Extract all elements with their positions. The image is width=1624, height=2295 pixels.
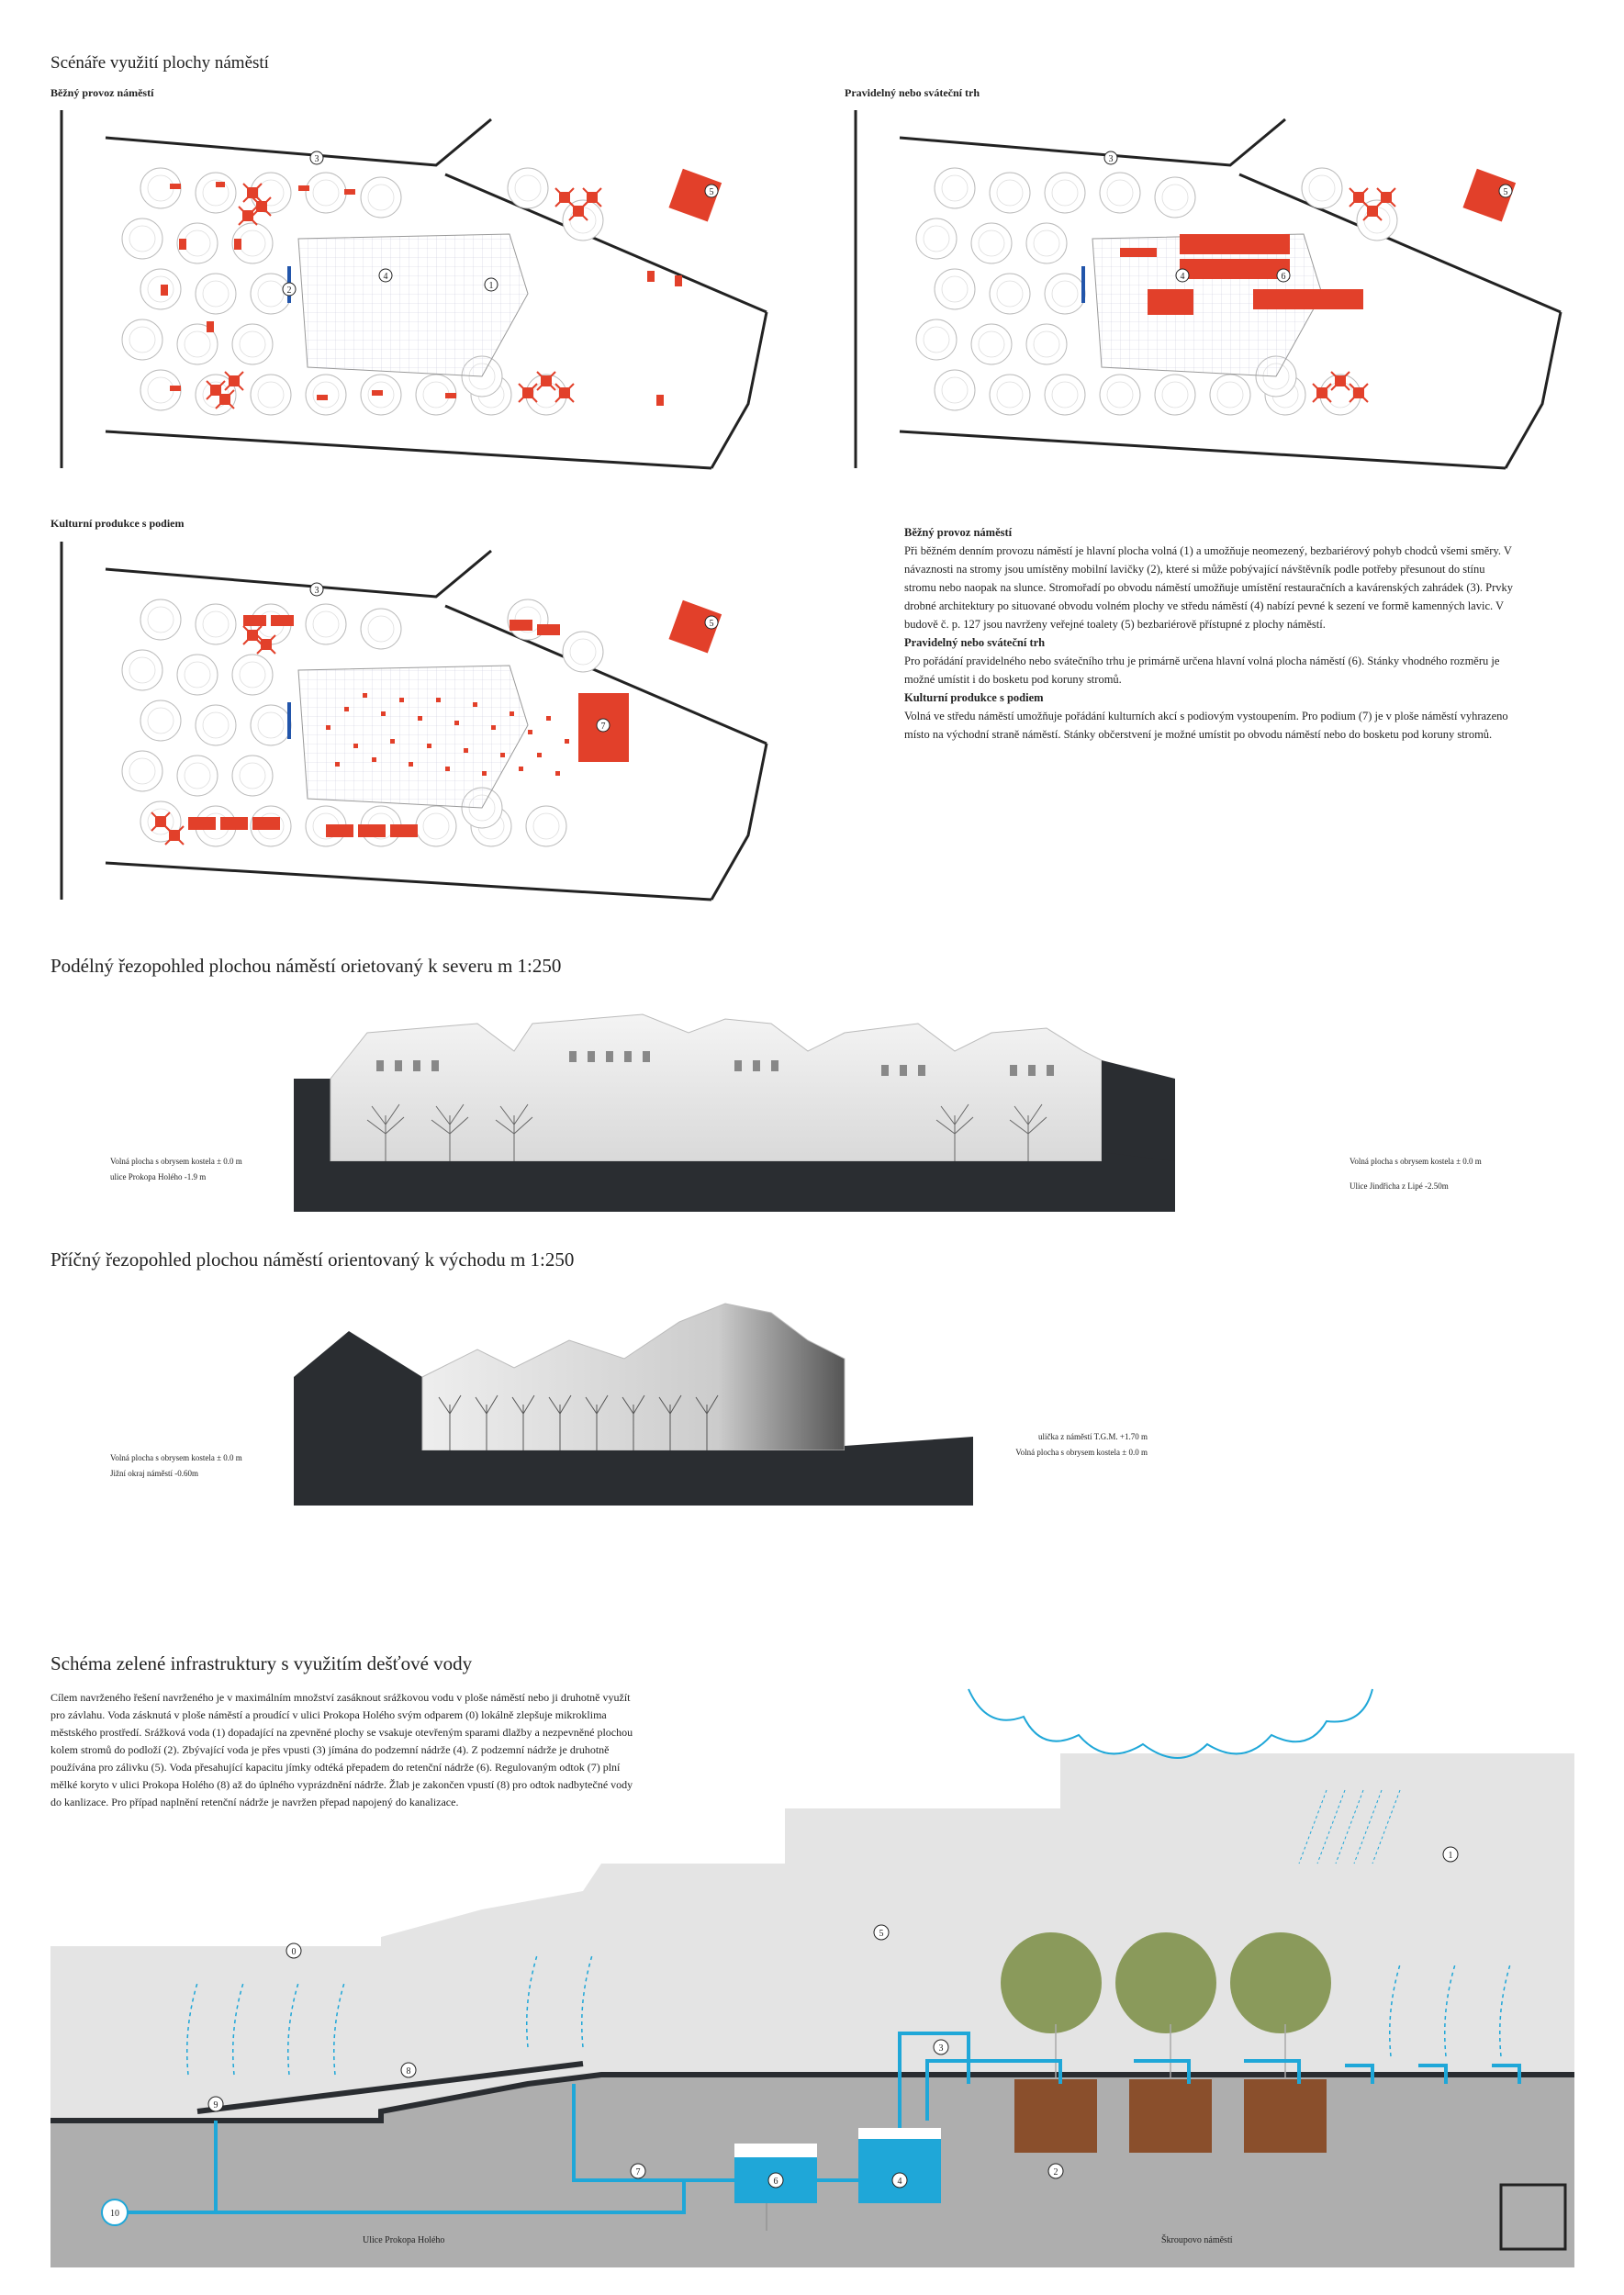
scenarios-description: [904, 523, 1515, 744]
marker-3: 3: [314, 586, 319, 596]
long-right-label-1: Volná plocha s obrysem kostela ± 0.0 m: [1350, 1157, 1482, 1166]
longitudinal-section-title: Podélný řezopohled plochou náměstí orietovaný k severu m 1:250: [50, 955, 562, 977]
marker-6: 6: [1281, 272, 1286, 282]
plan-culture: [50, 532, 785, 909]
plan-label-normal: Běžný provoz náměstí: [50, 86, 154, 99]
water-number-10: 10: [110, 2209, 119, 2219]
soil-pit: [1014, 2079, 1097, 2153]
marker-4: 4: [383, 272, 388, 282]
water-number-9: 9: [213, 2100, 218, 2110]
desc-text-market: Pro pořádání pravidelného nebo svátečního trhu je primárně určena hlavní volná plocha náměstí (6). Stánky vhodného rozměru je možné umístit i do bosketu pod koruny stromů.: [904, 655, 1500, 686]
water-text: Cílem navrženého řešení navrženého je v maximálním množství zasáknout srážkovou vodu v ploše náměstí nebo ji druhotně využít pro závlahu. Voda zásknutá v ploše náměstí a proudící v ulici Prokopa Holého svým odparem (0) lokálně zlepšuje mikroklima městského prostředí. Srážková voda (1) dopadající na zpevněné plochy se vsakuje otevřeným sparami dlažby a nezpevněné plochou kolem stromů do podloží (2). Zbývající voda je přes vpusti (3) jímána do podzemní nádrže (4). Z podzemní nádrže je druhotně používána pro zálivku (5). Voda přesahující kapacitu jímky odtéká přepadem do retenční nádrže (6). Regulovaným odtok (7) plní mělké koryto v ulici Prokopa Holého (8) až do úplného vyprázdnění nádrže. Žlab je zakončen vpustí (8) pro odtok nadbytečné vody do kanlizace. Pro případ naplnění retenční nádrže je navržen přepad napojený do kanalizace.: [50, 1691, 633, 1808]
marker-4: 4: [1180, 272, 1185, 282]
water-number-3: 3: [938, 2043, 944, 2054]
long-right-label-2: Ulice Jindřicha z Lipé -2.50m: [1350, 1181, 1449, 1191]
marker-5: 5: [709, 187, 714, 197]
marker-2: 2: [286, 285, 292, 296]
water-number-5: 5: [879, 1929, 884, 1939]
water-number-2: 2: [1053, 2167, 1058, 2177]
desc-text-normal: Při běžném denním provozu náměstí je hlavní plocha volná (1) a umožňuje neomezený, bezbariérový pohyb chodců všemi směry. V návaznosti na stromy jsou umístěny mobilní lavičky (2), které si může pobývající návštěvník podle potřeby přesunout do stínu stromu nebo naopak na slunce. Stromořadí po obvodu náměstí umožňuje umístění restauračních a kavárenských zahrádek (3). Prvky drobné architektury po situované obvodu volném plochy ve středu náměstí (4) nabízí pevné k sezení ve formě kamenných lavic. V budově č. p. 127 jsou navrženy veřejné toalety (5) bezbariérově přístupné z plochy náměstí.: [904, 544, 1514, 631]
square-label: Škroupovo náměstí: [1161, 2235, 1233, 2245]
tree-canopies: [1001, 1932, 1331, 2033]
water-number-1: 1: [1448, 1851, 1453, 1861]
plan-normal: [50, 101, 785, 477]
trans-left-label-2: Jižní okraj náměstí -0.60m: [110, 1469, 198, 1478]
main-square-paving: [298, 234, 528, 376]
desc-heading-normal: Běžný provoz náměstí: [904, 526, 1013, 539]
water-number-0: 0: [291, 1947, 297, 1957]
plan-label-market: Pravidelný nebo sváteční trh: [845, 86, 980, 99]
soil-pit: [1244, 2079, 1327, 2153]
main-square-paving: [298, 666, 528, 808]
underground-tank: [858, 2139, 941, 2203]
soil-pit: [1129, 2079, 1212, 2153]
scenarios-title: Scénáře využití plochy náměstí: [50, 53, 269, 73]
water-number-6: 6: [773, 2177, 778, 2187]
trans-right-label-2: Volná plocha s obrysem kostela ± 0.0 m: [1015, 1448, 1148, 1457]
marker-5: 5: [1503, 187, 1508, 197]
marker-7: 7: [600, 722, 606, 732]
trans-right-label-1: ulička z náměstí T.G.M. +1.70 m: [1038, 1432, 1148, 1441]
desc-heading-culture: Kulturní produkce s podiem: [904, 691, 1044, 704]
desc-text-culture: Volná ve středu náměstí umožňuje pořádání kulturních akcí s podiovým vystoupením. Pro podium (7) je v ploše náměstí vyhrazeno místo na východní straně náměstí. Stánky občerstvení je možné umístit po obvodu náměstí nebo do bosketu pod koruny stromů.: [904, 710, 1508, 741]
cloud-icon: [969, 1689, 1372, 1758]
bench-bar: [1081, 266, 1085, 303]
water-number-4: 4: [897, 2177, 902, 2187]
transverse-section-title: Příčný řezopohled plochou náměstí orientovaný k východu m 1:250: [50, 1248, 575, 1271]
street-label: Ulice Prokopa Holého: [363, 2235, 445, 2245]
water-number-7: 7: [635, 2167, 641, 2177]
water-diagram: [50, 1680, 1574, 2267]
trans-left-label-1: Volná plocha s obrysem kostela ± 0.0 m: [110, 1453, 242, 1462]
long-left-label-1: Volná plocha s obrysem kostela ± 0.0 m: [110, 1157, 242, 1166]
marker-5: 5: [709, 619, 714, 629]
marker-3: 3: [314, 154, 319, 164]
marker-3: 3: [1108, 154, 1114, 164]
marker-1: 1: [488, 281, 494, 291]
longitudinal-section: [294, 996, 1331, 1216]
water-title: Schéma zelené infrastruktury s využitím dešťové vody: [50, 1652, 473, 1674]
water-number-8: 8: [406, 2066, 411, 2077]
transverse-section: [294, 1285, 973, 1506]
plan-market: [845, 101, 1579, 477]
bench-bar: [287, 702, 291, 739]
plan-label-culture: Kulturní produkce s podiem: [50, 517, 185, 530]
long-left-label-2: ulice Prokopa Holého -1.9 m: [110, 1172, 207, 1181]
desc-heading-market: Pravidelný nebo sváteční trh: [904, 636, 1046, 649]
